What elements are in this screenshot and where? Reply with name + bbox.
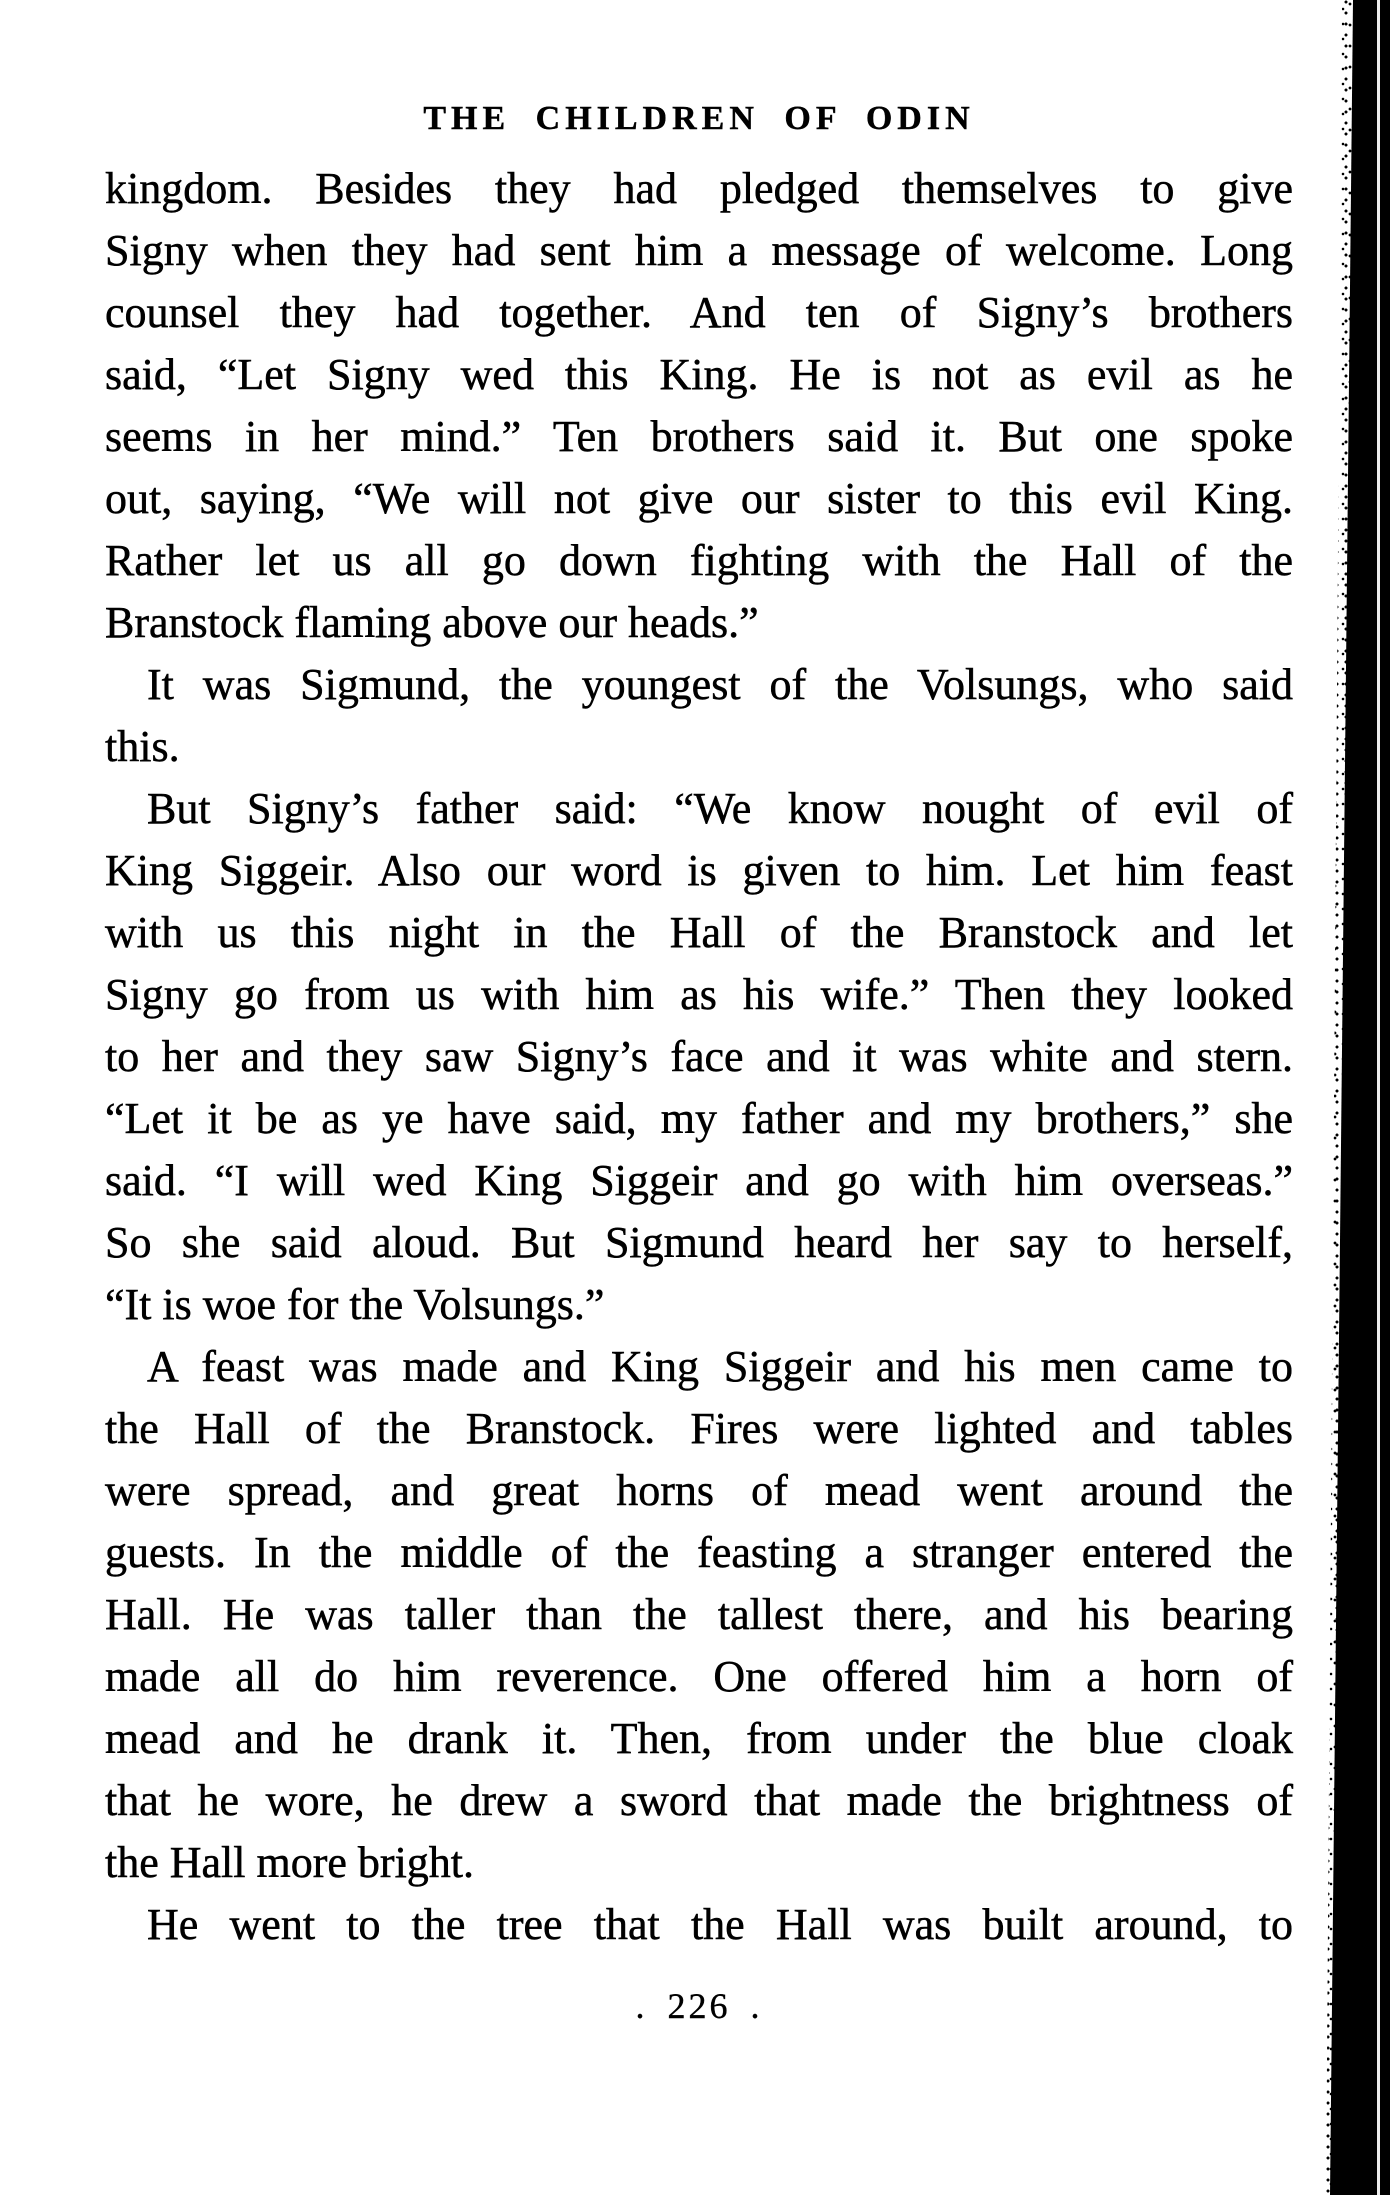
gutter-white-line (1377, 0, 1380, 2195)
text-line: It was Sigmund, the youngest of the Volsungs, who said (147, 660, 1293, 709)
text-line: “It is woe for the Volsungs.” (105, 1280, 605, 1329)
scan-gutter-shadow (1326, 0, 1390, 2195)
text-line: mead and he drank it. Then, from under the blue cloak (105, 1714, 1293, 1763)
text-line: King Siggeir. Also our word is given to him. Let him feast (105, 846, 1293, 895)
text-line: made all do him reverence. One offered him a horn of (105, 1652, 1293, 1701)
text-line: Hall. He was taller than the tallest there, and his bearing (105, 1590, 1293, 1639)
text-line: that he wore, he drew a sword that made the brightness of (105, 1776, 1293, 1825)
text-block (105, 158, 1293, 1956)
text-line: with us this night in the Hall of the Branstock and let (105, 908, 1293, 957)
text-line: the Hall of the Branstock. Fires were lighted and tables (105, 1404, 1293, 1453)
text-line: Rather let us all go down fighting with the Hall of the (105, 536, 1293, 585)
text-line: counsel they had together. And ten of Signy’s brothers (105, 288, 1293, 337)
paragraph (105, 1894, 1293, 1956)
text-line: He went to the tree that the Hall was built around, to (147, 1900, 1293, 1949)
text-line: guests. In the middle of the feasting a stranger entered the (105, 1528, 1293, 1577)
text-line: to her and they saw Signy’s face and it was white and stern. (105, 1032, 1293, 1081)
text-line: this. (105, 722, 180, 771)
running-header: THE CHILDREN OF ODIN (423, 100, 975, 137)
paragraph (105, 778, 1293, 1336)
text-line: said, “Let Signy wed this King. He is not as evil as he (105, 350, 1293, 399)
text-line: Branstock flaming above our heads.” (105, 598, 759, 647)
text-line: But Signy’s father said: “We know nought of evil of (147, 784, 1293, 833)
text-line: the Hall more bright. (105, 1838, 475, 1887)
text-line: kingdom. Besides they had pledged themselves to give (105, 164, 1293, 213)
paragraph (105, 1336, 1293, 1894)
text-line: were spread, and great horns of mead went around the (105, 1466, 1293, 1515)
text-line: Signy when they had sent him a message of welcome. Long (105, 226, 1293, 275)
text-line: “Let it be as ye have said, my father and my brothers,” she (105, 1094, 1293, 1143)
text-line: said. “I will wed King Siggeir and go with him overseas.” (105, 1156, 1293, 1205)
text-line: out, saying, “We will not give our sister to this evil King. (105, 474, 1293, 523)
paragraph (105, 158, 1293, 654)
text-line: Signy go from us with him as his wife.” Then they looked (105, 970, 1293, 1019)
text-line: A feast was made and King Siggeir and his men came to (147, 1342, 1293, 1391)
paragraph (105, 654, 1293, 778)
text-line: So she said aloud. But Sigmund heard her say to herself, (105, 1218, 1293, 1267)
page-number: . 226 . (635, 1986, 763, 2026)
text-line: seems in her mind.” Ten brothers said it. But one spoke (105, 412, 1293, 461)
